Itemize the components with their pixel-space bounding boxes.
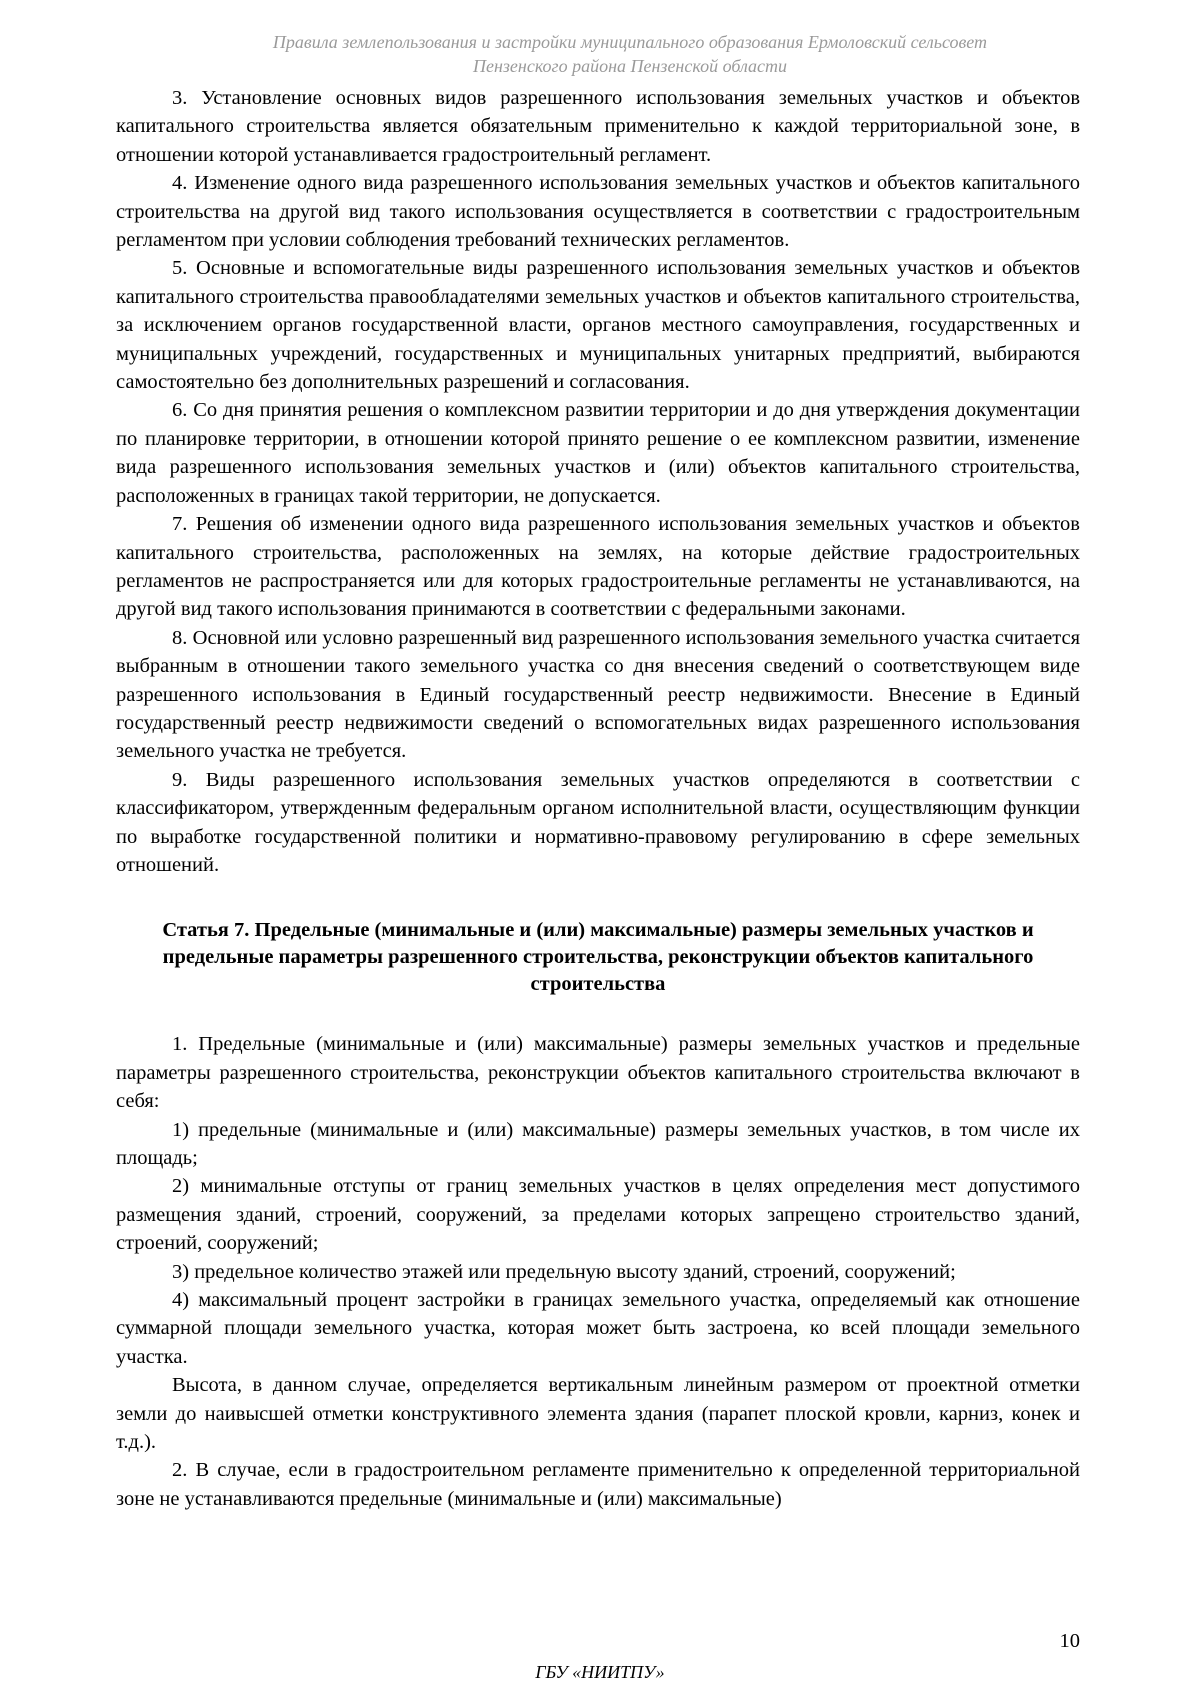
paragraph-6: 6. Со дня принятия решения о комплексном развитии территории и до дня утверждения документации по планировке территории, в отношении которой принято решение о ее комплексном развитии, изменение вида разрешенного использования земельных участков и (или) объектов капитального строительства, расположенных в границах такой территории, не допускается. — [116, 399, 1080, 507]
article-7-paragraph-2: 2. В случае, если в градостроительном регламенте применительно к определенной территориальной зоне не устанавливаются предельные (минимальные и (или) максимальные) — [116, 1459, 1080, 1510]
article-7-paragraph-1: 1. Предельные (минимальные и (или) максимальные) размеры земельных участков и предельные параметры разрешенного строительства, реконструкции объектов капитального строительства включают в себя: — [116, 1033, 1080, 1113]
article-7-item-3: 3) предельное количество этажей или предельную высоту зданий, строений, сооружений; — [172, 1260, 956, 1283]
paragraph-7: 7. Решения об изменении одного вида разрешенного использования земельных участков и объектов капитального строительства, расположенных на землях, на которые действие градостроительных регламентов не распространяется или для которых градостроительные регламенты не устанавливаются, на другой вид такого использования принимаются в соответствии с федеральными законами. — [116, 513, 1080, 621]
running-header-line-1: Правила землепользования и застройки муниципального образования Ермоловский сельсовет — [272, 32, 988, 52]
paragraph-9: 9. Виды разрешенного использования земельных участков определяются в соответствии с классификатором, утвержденным федеральным органом исполнительной власти, осуществляющим функции по выработке государственной политики и нормативно-правовому регулированию в сфере земельных отношений. — [116, 768, 1080, 876]
paragraph-5: 5. Основные и вспомогательные виды разрешенного использования земельных участков и объектов капитального строительства правообладателями земельных участков и объектов капитального строительства, за исключением органов государственной власти, органов местного самоуправления, государственных и муниципальных учреждений, государственных и муниципальных унитарных предприятий, выбираются самостоятельно без дополнительных разрешений и согласования. — [116, 257, 1080, 394]
article-7-height-note: Высота, в данном случае, определяется вертикальным линейным размером от проектной отметки земли до наивысшей отметки конструктивного элемента здания (парапет плоской кровли, карниз, конек и т.д.). — [116, 1374, 1080, 1454]
article-7-item-2: 2) минимальные отступы от границ земельных участков в целях определения мест допустимого размещения зданий, строений, сооружений, за пределами которых запрещено строительство зданий, строений, сооружений; — [116, 1175, 1080, 1255]
paragraph-8: 8. Основной или условно разрешенный вид разрешенного использования земельного участка считается выбранным в отношении такого земельного участка со дня внесения сведений о соответствующем виде разрешенного использования в Единый государственный реестр недвижимости. Внесение в Единый государственный реестр недвижимости сведений о вспомогательных видах разрешенного использования земельного участка не требуется. — [116, 626, 1080, 763]
running-header — [200, 30, 1060, 78]
running-header-line-2: Пензенского района Пензенской области — [472, 56, 788, 76]
document-body — [116, 84, 1080, 1513]
paragraph-4: 4. Изменение одного вида разрешенного использования земельных участков и объектов капитального строительства на другой вид такого использования осуществляется в соответствии с градостроительным регламентом при условии соблюдения требований технических регламентов. — [116, 172, 1080, 252]
article-7-item-1: 1) предельные (минимальные и (или) максимальные) размеры земельных участков, в том числе их площадь; — [116, 1118, 1080, 1169]
article-7-item-4: 4) максимальный процент застройки в границах земельного участка, определяемый как отношение суммарной площади земельного участка, которая может быть застроена, ко всей площади земельного участка. — [116, 1289, 1080, 1368]
page-footer: ГБУ «НИИТПУ» — [535, 1662, 665, 1682]
article-7-title: Статья 7. Предельные (минимальные и (или) максимальные) размеры земельных участков и предельные параметры разрешенного строительства, реконструкции объектов капитального строительства — [162, 919, 1034, 996]
page-number: 10 — [1059, 1630, 1080, 1652]
paragraph-3: 3. Установление основных видов разрешенного использования земельных участков и объектов капитального строительства является обязательным применительно к каждой территориальной зоне, в отношении которой устанавливается градостроительный регламент. — [116, 87, 1080, 166]
